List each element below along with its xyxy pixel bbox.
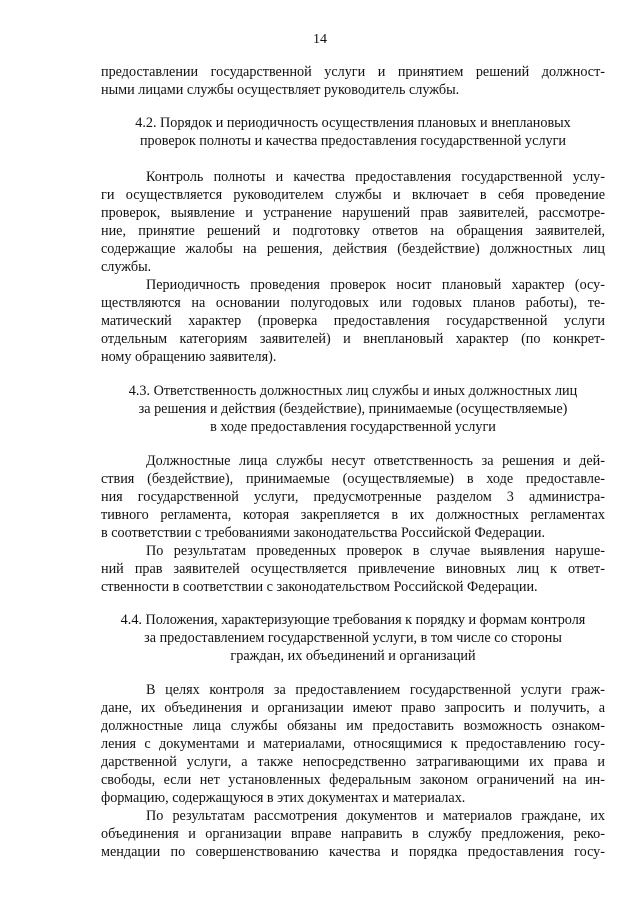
paragraph-line: ному обращению заявителя). <box>101 349 277 365</box>
paragraph-line: ления с документами и материалами, относящимися к предоставлению госу- <box>101 736 605 752</box>
carryover-line: ными лицами службы осуществляет руководитель службы. <box>101 82 460 98</box>
paragraph-line: отдельным категориям заявителей) и внеплановый характер (по конкрет- <box>101 331 605 347</box>
paragraph-line: ний прав заявителей осуществляется привлечение виновных лиц к ответ- <box>101 561 605 577</box>
carryover-line: предоставлении государственной услуги и принятием решений должност- <box>101 64 605 80</box>
paragraph-line: матический характер (проверка предоставления государственной услуги <box>101 313 605 329</box>
paragraph-line: тивного регламента, которая закрепляется в их должностных регламентах <box>101 507 605 523</box>
section-heading-4-3: в ходе предоставления государственной услуги <box>210 419 496 435</box>
paragraph-line: ние, принятие решений и подготовку ответов на обращения заявителей, <box>101 223 605 239</box>
section-heading-4-4: 4.4. Положения, характеризующие требования к порядку и формам контроля <box>120 612 586 628</box>
section-heading-4-4: граждан, их объединений и организаций <box>230 648 476 664</box>
paragraph-line: По результатам рассмотрения документов и материалов граждане, их <box>146 808 605 824</box>
paragraph-line: должностные лица службы обязаны им предоставить возможность ознаком- <box>101 718 605 734</box>
paragraph-line: проверок, выявление и устранение нарушений прав заявителей, рассмотре- <box>101 205 605 221</box>
paragraph-line: ственности в соответствии с законодательством Российской Федерации. <box>101 579 538 595</box>
paragraph-line: содержащие жалобы на решения, действия (бездействие) должностных лиц <box>101 241 605 257</box>
paragraph-line: Контроль полноты и качества предоставления государственной услу- <box>146 169 605 185</box>
paragraph-line: объединения и организации вправе направить в службу предложения, реко- <box>101 826 605 842</box>
section-heading-4-4: за предоставлением государственной услуги, в том числе со стороны <box>144 630 562 646</box>
paragraph-line: ществляются на основании полугодовых или годовых планов работы), те- <box>101 295 605 311</box>
paragraph-line: формацию, содержащуюся в этих документах и материалах. <box>101 790 466 806</box>
paragraph-line: дарственной услуги, а также непосредственно затрагивающими их права и <box>101 754 605 770</box>
section-heading-4-3: за решения и действия (бездействие), принимаемые (осуществляемые) <box>138 401 568 417</box>
section-heading-4-2: 4.2. Порядок и периодичность осуществления плановых и внеплановых <box>135 115 571 131</box>
paragraph-line: дане, их объединения и организации имеют право запросить и получить, а <box>101 700 605 716</box>
paragraph-line: Периодичность проведения проверок носит плановый характер (осу- <box>146 277 605 293</box>
paragraph-line: ния государственной услуги, предусмотренные разделом 3 администра- <box>101 489 605 505</box>
section-heading-4-2: проверок полноты и качества предоставления государственной услуги <box>139 133 567 149</box>
paragraph-line: Должностные лица службы несут ответственность за решения и дей- <box>146 453 605 469</box>
paragraph-line: свободы, если нет установленных федеральным законом ограничений на ин- <box>101 772 605 788</box>
paragraph-line: мендации по совершенствованию качества и порядка предоставления госу- <box>101 844 605 860</box>
paragraph-line: В целях контроля за предоставлением государственной услуги граж- <box>146 682 605 698</box>
paragraph-line: По результатам проведенных проверок в случае выявления наруше- <box>146 543 605 559</box>
paragraph-line: ги осуществляется руководителем службы и включает в себя проведение <box>101 187 605 203</box>
paragraph-line: службы. <box>101 259 152 275</box>
section-heading-4-3: 4.3. Ответственность должностных лиц службы и иных должностных лиц <box>128 383 578 399</box>
paragraph-line: ствия (бездействие), принимаемые (осуществляемые) в ходе предоставле- <box>101 471 605 487</box>
page-number: 14 <box>313 32 327 47</box>
paragraph-line: в соответствии с требованиями законодательства Российской Федерации. <box>101 525 546 541</box>
